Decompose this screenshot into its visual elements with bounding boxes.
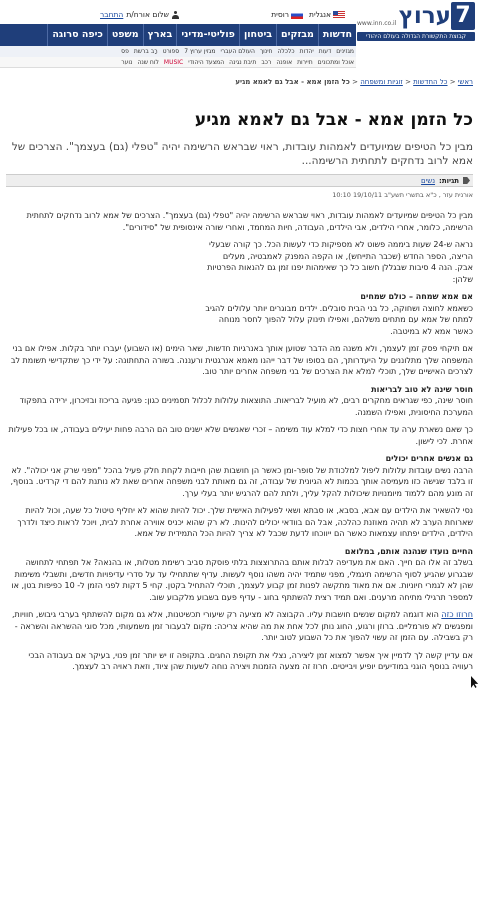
article-inline-link[interactable]: חרוזו כזה: [441, 610, 473, 619]
paragraph: אם עדיין קשה לך לדמיין איך אפשר למצוא זמן ליצירה, נצלי את תקופת החגים. בתקופה זו יש יותר זמן פנוי, בעיקר אם בעבודה הבכי רעוויה בנוסף הוגני במודיעים יופיע ויבייטים. חרוז זה מצעה הזמנות ויצירה נוחה לשעות שהן ציוד, וזאת ראויה רב לעצמך.: [28, 650, 473, 671]
sub-nav-secondary: [0, 57, 356, 68]
subnav-item[interactable]: מגזין ערוץ 7: [184, 48, 216, 55]
logo-word: ערוץ: [398, 3, 451, 29]
subnav-item[interactable]: מגזינים: [336, 48, 354, 55]
section-heading: חוסר שינה לא טוב לבריאות: [371, 384, 473, 394]
breadcrumb-section[interactable]: כל החדשות: [413, 78, 448, 86]
tab-politics[interactable]: פוליטי-מדיני: [176, 24, 239, 46]
article-meta: אורנית עזר , כ"א בתשרי תשע"ב 19/10/11 10:10: [332, 191, 473, 199]
paragraph: בשלב זה אלו הם חייך. האם את מעדיפה לבלות אותם בהתרוצצות בלתי פוסקת סביב רשימת מטלות, או בהנאה? אל תפתחי לתחושה שבגרוע שהגיע לסוף הרשימה תיגמלי, מפני שתמיד יהיה משהו נוסף לעשות. עדיף שתתחילי עד על סדרי עדיפויות חדשים, ותשבלי משימות שהן לא לגמרי חיוניות. אם את מאוד מתקשה לפנות זמן קבוע לעצמך, תוכלי להתחיל בקטן. קחי 5 דקות לפני הזמן ל- 10 כפיפות בטן, או למספר תרגילי מתיחה מרענים. ואם תמיד רצית להשתתף בחוג - עדיף פעם בשבוע מלקבוע שוב.: [11, 558, 473, 602]
subnav-item[interactable]: העולם העברי: [220, 48, 255, 55]
subnav2-item[interactable]: לוח שנה: [137, 58, 159, 66]
section-heading: החיים נועדו שנהנה אותם, במלואם: [344, 546, 473, 556]
logo-tagline: קבוצת התקשורת הגדולה בעולם היהודי: [357, 32, 475, 41]
paragraph: הרבה נשים עובדות עלולות ליפול למלכודת של סופר-ומן כאשר הן חושבות שהן חייבות לקחת חלק פעיל בהכל "מפני שרק אני יכולה". לא זו בלבד שגישה כזו מעמיסה אותך בכמות לא הגיונית של עבודה, זה גם מאותת לבני משפחה אחרים שאת לא נותנת להם די קרדיט. בנוסף, זה מונע מהם ללמוד מיומנויות שיכולות להקל עליך, ולתת להם להרגיש יותר בעלי ערך.: [10, 465, 473, 498]
lang-english-link[interactable]: [309, 10, 345, 19]
subnav2-item[interactable]: אופנה: [276, 58, 293, 66]
mouse-cursor-icon: [471, 676, 479, 688]
russia-flag-icon: [291, 11, 303, 19]
subnav2-item[interactable]: רכב: [261, 58, 272, 66]
tag-link[interactable]: נשים: [421, 176, 436, 185]
subnav-item[interactable]: רָב ברשת: [133, 48, 158, 55]
subnav2-item[interactable]: אוכל ומתכונים: [317, 58, 354, 66]
article-subtitle: מבין כל הטיפים שמיועדים לאמהות עובדות, ראוי שבראש הרשימה יהיה "טפלי (גם) בעצמך". הצרכים של אמא לרוב נדחקים לתחתית הרשימה...: [11, 141, 473, 167]
tab-flashes[interactable]: מבזקים: [276, 24, 318, 46]
login-link[interactable]: התחבר: [100, 10, 124, 19]
paragraph: כשאמא לחוצה ושחוקה, כל בני הבית סובלים. ילדים מבוגרים יותר עלולים להגיב למתח של אמא עם מתחים משלהם, ואפילו תינוק עלול להפוך לחסר מנוחה כאשר אמא לא במיטבה.: [205, 303, 473, 336]
lang-english-label: אנגלית: [309, 10, 331, 19]
subnav-item[interactable]: חינוך: [259, 48, 273, 55]
user-greeting: [100, 10, 179, 19]
section-heading: גם אנשים אחרים יכולים: [385, 454, 473, 463]
subnav2-item-music[interactable]: MUSIC: [163, 58, 184, 66]
greeting-text: שלום אורח/ת: [126, 10, 169, 19]
logo-url: www.inn.co.il: [357, 20, 397, 27]
subnav2-item[interactable]: נוער: [121, 58, 133, 66]
paragraph: מבין כל הטיפים שמיועדים לאמהות עובדות, ראוי שבראש הרשימה יהיה "טפלי (גם) בעצמך". הצרכים של אמא לרוב נדחקים לתחתית הרשימה, כלומר, אחרי הילדים, אבי הילדים, העבודה, חיות המחמד, ואחרי שורה אינסופית של "סידורים".: [26, 211, 473, 232]
paragraph: נסי להשאיר את הילדים עם אבא, בסבא, או סבתא ושאי לפעילות האישית שלך. יכול להיות שהוא לא יחליף טיטול כל שעה, וכול להיות שארוחת הערב לא תהיה מאוזנת כהלכה, אבל הם בוודאי יכולים להינות. לא רק שהוא יכניס אווירה אחרת לבית, ויוכל לראות כיצד ולדרך הילדים, הילדים יפתחו עצמאות כאשר הם ייווכחו לדעת שכבל לא צריך להיות הכל התמידית של אמא.: [17, 506, 473, 538]
tab-security[interactable]: ביטחון: [239, 24, 276, 46]
paragraph: אם תיקחי פסק זמן לעצמך, ולא משנה מה הדבר שטוען אותך באנרגיות חדשות, שאר הימים (או השבוע) יעברו יותר בקלות. אפילו אם בני המשפחה שלך מתלוננים על היעדרותך, הם בסופו של דבר ייהנו מאמא אנרגטית ורעננה. בשורה התחתונה: על ידי כך שתקדישי תשומת לב לצרכים האישיים שלך, תוכלי למלא את הצרכים של בני משפחה אחרים יותר טוב.: [10, 344, 473, 376]
paragraph-text: הוא דוגמה למקום שנשים חושבות עליו. הקבוצה לא מציעה רק שיעורי תכשיטנות, אלא גם מקום להשתתף בערבי גיבוש, חוויות, ומפגשים לא פורמליים. ברוזן ורגוע, החוג נותן לכל אחת את מה שהיא צריכה: מקום לבעבור זמן משמעותי, מכל סוגי ההשראה והשראה - רק בשבילה. עם הזמן זה עשוי להפוך את כל השבוע לטוב יותר.: [12, 610, 473, 642]
lang-russian-link[interactable]: [271, 10, 303, 19]
tags-label: תגיות:: [439, 176, 459, 185]
tab-kipa[interactable]: כיפה סרוגה: [47, 24, 106, 46]
subnav-item[interactable]: כלכלה: [277, 48, 295, 55]
tags-bar: [6, 174, 473, 187]
breadcrumb-sub[interactable]: זוגיות ומשפחה: [360, 78, 403, 86]
tab-israel[interactable]: בארץ: [143, 24, 177, 46]
main-nav: [0, 24, 356, 46]
breadcrumb-current: כל הזמן אמא - אבל גם לאמא מגיע: [235, 78, 350, 86]
logo-digit: 7: [451, 2, 475, 30]
lang-russian-label: רוסית: [271, 10, 290, 19]
site-logo[interactable]: [357, 2, 475, 46]
breadcrumb-home[interactable]: ראשי: [457, 78, 473, 86]
subnav-item[interactable]: ספורט: [162, 48, 180, 55]
tab-news[interactable]: חדשות: [318, 24, 356, 46]
tag-icon: [463, 177, 470, 184]
subnav2-item[interactable]: תיירות: [297, 58, 313, 66]
article-body: [6, 210, 473, 679]
subnav-item[interactable]: פס: [121, 48, 129, 55]
subnav2-item[interactable]: תיבת נגינה: [229, 58, 257, 66]
language-switcher: [271, 10, 345, 19]
tab-law[interactable]: משפט: [107, 24, 143, 46]
breadcrumb: ראשי < כל החדשות < זוגיות ומשפחה < כל הזמן אמא - אבל גם לאמא מגיע: [235, 78, 473, 86]
page-title: כל הזמן אמא - אבל גם לאמא מגיע: [194, 110, 473, 130]
us-flag-icon: [333, 11, 345, 19]
user-icon: [172, 11, 179, 19]
subnav-item[interactable]: דעות: [318, 48, 332, 55]
sub-nav: [0, 46, 356, 57]
paragraph: חוסר שינה, כפי שגראים מחקרים רבים, לא מועיל לבריאות. התוצאות עלולות לכלול תסמינים כגון: פגיעה בריכוז ובזיכרון, ירידה בתפקוד המערכת החיסונית, ואפילו השמנה.: [19, 396, 473, 417]
paragraph: [6, 609, 473, 644]
paragraph: נראה ש-24 שעות ביממה פשוט לא מספיקות כדי לעשות הכל. כך קורה שבעלי הריצה, הספר החדש (שכבר התייחש), או הקפה המפנק לאמבטיה, מעלים אבק. הנה 4 סיבות שבגללן חשוב כל כך שאימהות יפנו זמן גם להנאות הפרטיות שלהן:: [207, 240, 473, 284]
subnav-item[interactable]: יהדות: [299, 48, 314, 55]
paragraph: כך שאם נשארת ערה עד אחרי חצות כדי למלא עוד משימה – זכרי שאנשים שלא ישנים טוב הם הרבה פחות יעילים בעבודה, או בכל פעילות אחרת. לכי לישון.: [8, 425, 473, 446]
subnav2-item[interactable]: המצעד היהודי: [188, 58, 225, 66]
section-heading: אם אמא שמחה – כולם שמחים: [360, 292, 473, 301]
